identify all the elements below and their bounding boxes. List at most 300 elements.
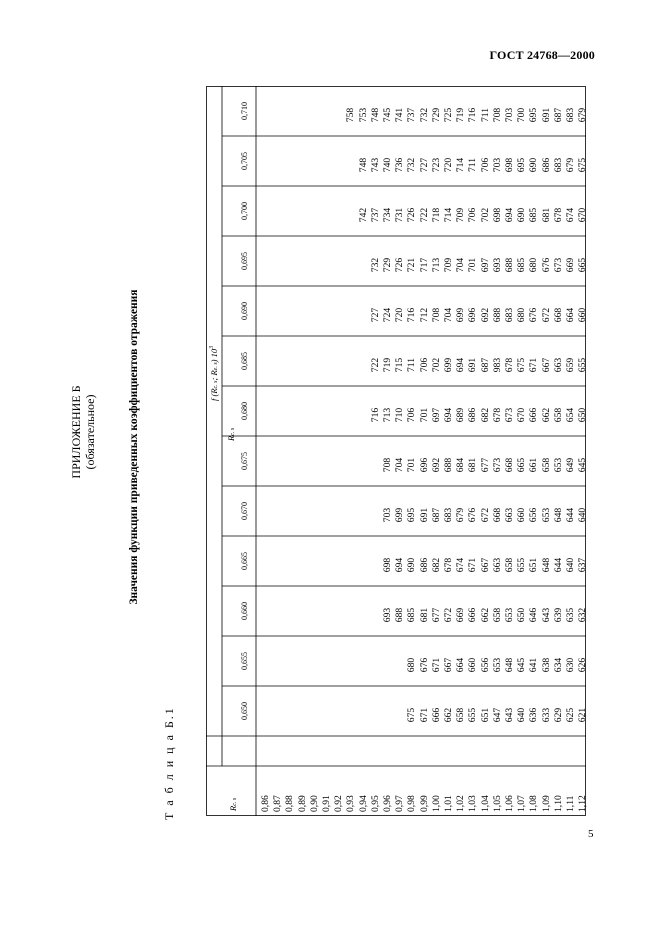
table-cell: 672 [479, 507, 491, 523]
table-cell: 653 [491, 657, 503, 673]
table-cell: 659 [565, 357, 577, 373]
table-cell: 703 [491, 157, 503, 173]
table-cell: 648 [552, 507, 564, 523]
group-header-exp: 3 [209, 345, 216, 349]
row-label: 0,99 [418, 795, 430, 812]
table-cell: 695 [516, 157, 528, 173]
table-cell: 701 [418, 407, 430, 423]
row-label: 1,05 [491, 795, 503, 812]
table-cell: 673 [491, 457, 503, 473]
table-cell: 645 [577, 457, 589, 473]
table-cell: 706 [406, 407, 418, 423]
table-cell: 699 [455, 307, 467, 323]
table-cell: 687 [552, 107, 564, 123]
table-cell: 658 [491, 607, 503, 623]
table-cell: 704 [394, 457, 406, 473]
table-cell: 681 [467, 457, 479, 473]
row-label: 1,03 [467, 795, 479, 812]
table-cell: 625 [565, 707, 577, 723]
table-cell: 640 [577, 507, 589, 523]
table-cell: 670 [516, 407, 528, 423]
table-cell: 734 [382, 207, 393, 223]
table-cell: 720 [443, 157, 455, 173]
sub-header-symbol: R [226, 435, 236, 441]
table-cell: 711 [467, 157, 479, 173]
table-cell: 732 [406, 157, 418, 173]
row-label: 1,09 [540, 795, 552, 812]
table-cell: 693 [382, 607, 393, 623]
table-cell: 983 [491, 357, 503, 373]
table-cell: 745 [382, 107, 393, 123]
table-cell: 663 [552, 357, 564, 373]
table-cell: 653 [504, 607, 516, 623]
table-cell: 708 [430, 307, 442, 323]
row-label: 0,88 [284, 795, 296, 812]
column-values [382, 544, 589, 586]
table-cell: 665 [516, 457, 528, 473]
table-cell: 680 [406, 657, 418, 673]
group-header [209, 346, 219, 401]
table-cell: 720 [394, 307, 406, 323]
table-cell: 703 [382, 507, 393, 523]
appendix-title: ПРИЛОЖЕНИЕ Б [69, 385, 83, 479]
table-cell: 758 [345, 107, 357, 123]
table-cell: 681 [418, 607, 430, 623]
table-cell: 691 [540, 107, 552, 123]
table-cell: 716 [406, 307, 418, 323]
table-cell: 683 [443, 507, 455, 523]
standard-header: ГОСТ 24768—2000 [489, 48, 595, 62]
table-cell: 664 [565, 307, 577, 323]
table-cell: 680 [528, 257, 540, 273]
table-cell: 703 [504, 107, 516, 123]
table-cell: 688 [443, 457, 455, 473]
sub-header [226, 428, 236, 441]
table-cell: 685 [528, 207, 540, 223]
table-cell: 721 [406, 257, 418, 273]
table-cell: 704 [455, 257, 467, 273]
table-cell: 722 [369, 357, 381, 373]
table-cell: 671 [418, 707, 430, 723]
table-cell: 710 [394, 407, 406, 423]
column-values [370, 294, 590, 336]
table-cell: 741 [394, 107, 406, 123]
table-cell: 667 [443, 657, 454, 673]
table-cell: 692 [430, 457, 442, 473]
table-cell: 699 [394, 507, 406, 523]
table-cell: 726 [394, 257, 406, 273]
table-cell: 651 [479, 707, 491, 723]
table-cell: 641 [528, 657, 540, 673]
table-cell: 727 [418, 157, 430, 173]
data-table [206, 86, 589, 816]
table-cell: 661 [528, 457, 540, 473]
table-cell: 696 [467, 307, 479, 323]
table-cell: 698 [504, 157, 516, 173]
row-header [228, 798, 238, 811]
table-cell: 706 [467, 207, 479, 223]
table-cell: 679 [577, 107, 589, 123]
table-cell: 677 [479, 457, 491, 473]
table-cell: 666 [528, 407, 540, 423]
table-cell: 704 [443, 307, 455, 323]
table-cell: 672 [443, 607, 455, 623]
table-cell: 663 [504, 507, 516, 523]
table-cell: 636 [528, 707, 540, 723]
table-cell: 742 [357, 207, 369, 223]
table-cell: 715 [394, 357, 406, 373]
row-label: 1,01 [443, 795, 455, 812]
table-cell: 712 [418, 307, 430, 323]
table-cell: 674 [455, 557, 467, 573]
table-cell: 688 [394, 607, 406, 623]
group-header-sep-sub: e. s [213, 362, 219, 371]
table-cell: 702 [479, 207, 491, 223]
table-cell: 681 [540, 207, 552, 223]
table-cell: 688 [504, 257, 516, 273]
table-cell: 676 [418, 657, 430, 673]
table-cell: 743 [369, 157, 381, 173]
table-cell: 633 [540, 707, 552, 723]
column-header: 0,690 [240, 302, 249, 320]
table-cell: 658 [455, 707, 467, 723]
table-cell: 723 [430, 157, 442, 173]
table-cell: 638 [540, 657, 552, 673]
table-cell: 648 [504, 657, 516, 673]
appendix-status: (обязательное) [82, 394, 97, 470]
row-label: 0,97 [394, 795, 406, 812]
table-cell: 684 [455, 457, 467, 473]
table-cell: 689 [455, 407, 467, 423]
table-cell: 691 [467, 357, 479, 373]
row-label: 1,04 [479, 795, 491, 812]
table-cell: 679 [455, 507, 467, 523]
table-title: Значения функции приведенных коэффициентов отражения [128, 289, 140, 605]
row-label: 0,91 [321, 795, 333, 812]
table-cell: 662 [479, 607, 491, 623]
table-cell: 671 [430, 657, 442, 673]
table-cell: 722 [418, 207, 430, 223]
table-cell: 717 [418, 257, 430, 273]
table-cell: 698 [491, 207, 503, 223]
row-label: 1,02 [455, 795, 467, 812]
table-cell: 709 [455, 207, 467, 223]
column-values [370, 344, 590, 386]
table-cell: 695 [406, 507, 418, 523]
table-cell: 694 [504, 207, 516, 223]
table-cell: 675 [406, 707, 418, 723]
column-values [358, 194, 590, 236]
table-cell: 683 [552, 157, 564, 173]
group-header-f: f (R [209, 388, 219, 401]
table-cell: 690 [528, 157, 540, 173]
table-cell: 701 [467, 257, 479, 273]
table-cell: 656 [479, 657, 491, 673]
table-cell: 683 [565, 107, 577, 123]
table-cell: 680 [516, 307, 528, 323]
column-header: 0,680 [240, 402, 249, 420]
table-cell: 699 [443, 357, 455, 373]
table-cell: 637 [577, 557, 589, 573]
column-values [406, 644, 589, 686]
column-header: 0,655 [240, 652, 249, 670]
table-cell: 675 [577, 157, 589, 173]
row-label: 0,95 [369, 795, 381, 812]
table-cell: 706 [418, 357, 430, 373]
table-cell: 725 [443, 107, 455, 123]
table-cell: 626 [577, 657, 589, 673]
row-label: 0,92 [333, 795, 345, 812]
table-cell: 678 [504, 357, 516, 373]
column-values [370, 394, 590, 436]
table-cell: 708 [491, 107, 503, 123]
column-header: 0,695 [240, 252, 249, 270]
row-label: 1,12 [577, 795, 589, 812]
column-header: 0,650 [240, 702, 249, 720]
column-header: 0,670 [240, 502, 249, 520]
table-cell: 653 [540, 507, 552, 523]
table-cell: 668 [491, 507, 503, 523]
table-cell: 654 [565, 407, 577, 423]
table-cell: 736 [394, 157, 406, 173]
row-label: 0,96 [382, 795, 394, 812]
table-cell: 649 [565, 457, 577, 473]
table-cell: 677 [430, 607, 442, 623]
table-cell: 643 [504, 707, 516, 723]
table-cell: 697 [430, 407, 442, 423]
table-cell: 729 [382, 257, 393, 273]
table-cell: 621 [577, 707, 589, 723]
column-header: 0,710 [240, 102, 249, 120]
table-cell: 660 [467, 657, 479, 673]
column-header: 0,700 [240, 202, 249, 220]
column-values [358, 144, 590, 186]
table-cell: 706 [479, 157, 491, 173]
row-label: 1,11 [565, 795, 577, 812]
table-cell: 662 [443, 707, 454, 723]
table-cell: 719 [382, 357, 393, 373]
column-values [382, 594, 589, 636]
table-cell: 748 [369, 107, 381, 123]
column-values [382, 444, 589, 486]
row-label: 0,93 [345, 795, 357, 812]
table-cell: 676 [528, 307, 540, 323]
table-cell: 694 [455, 357, 467, 373]
table-cell: 686 [467, 407, 479, 423]
table-cell: 644 [552, 557, 564, 573]
table-cell: 658 [552, 407, 564, 423]
table-cell: 687 [430, 507, 442, 523]
table-cell: 658 [504, 557, 516, 573]
table-cell: 639 [552, 607, 564, 623]
row-label: 1,06 [504, 795, 516, 812]
table-cell: 694 [394, 557, 406, 573]
row-labels [260, 795, 589, 812]
table-cell: 630 [565, 657, 577, 673]
table-cell: 647 [491, 707, 503, 723]
table-cell: 711 [406, 357, 418, 373]
table-cell: 713 [382, 407, 393, 423]
column-values [370, 244, 590, 286]
table-label: Т а б л и ц а Б.1 [162, 706, 176, 820]
page-number: 5 [588, 828, 594, 840]
table-cell: 682 [430, 557, 442, 573]
column-header: 0,675 [240, 452, 249, 470]
row-label: 0,87 [272, 795, 284, 812]
table-cell: 645 [516, 657, 528, 673]
table-cell: 683 [504, 307, 516, 323]
table-cell: 685 [516, 257, 528, 273]
table-cell: 640 [565, 557, 577, 573]
table-cell: 655 [467, 707, 479, 723]
table-cell: 676 [540, 257, 552, 273]
table-cell: 693 [491, 257, 503, 273]
row-header-sub: c. s [232, 797, 238, 806]
table-cell: 671 [528, 357, 540, 373]
table-cell: 668 [504, 457, 516, 473]
table-cell: 726 [406, 207, 418, 223]
row-label: 1,00 [430, 795, 442, 812]
column-header: 0,705 [240, 152, 249, 170]
table-cell: 753 [357, 107, 369, 123]
table-cell: 643 [540, 607, 552, 623]
table-cell: 737 [406, 107, 418, 123]
appendix-heading [70, 372, 98, 492]
column-values [406, 694, 589, 736]
table-cell: 644 [565, 507, 577, 523]
table-cell: 640 [516, 707, 528, 723]
table-cell: 696 [418, 457, 430, 473]
table-cell: 690 [516, 207, 528, 223]
table-cell: 678 [443, 557, 455, 573]
row-label: 0,94 [357, 795, 369, 812]
table-cell: 701 [406, 457, 418, 473]
group-header-sep: ; R [209, 370, 219, 381]
table-cell: 666 [430, 707, 442, 723]
table-cell: 634 [552, 657, 564, 673]
table-cell: 708 [382, 457, 393, 473]
table-cell: 713 [430, 257, 442, 273]
table-cell: 632 [577, 607, 589, 623]
table-cell: 658 [540, 457, 552, 473]
table-cell: 671 [467, 557, 479, 573]
table-cell: 698 [382, 557, 393, 573]
table-cell: 740 [382, 157, 393, 173]
table-cell: 685 [406, 607, 418, 623]
table-cell: 686 [540, 157, 552, 173]
table-cell: 714 [443, 207, 455, 223]
table-cell: 667 [540, 357, 552, 373]
table-cell: 656 [528, 507, 540, 523]
table-cell: 748 [357, 157, 369, 173]
table-cell: 655 [516, 557, 528, 573]
table-cell: 673 [504, 407, 516, 423]
table-cell: 664 [455, 657, 467, 673]
table-cell: 694 [443, 407, 455, 423]
table-cell: 724 [382, 307, 393, 323]
table-cell: 667 [479, 557, 491, 573]
table-cell: 672 [540, 307, 552, 323]
table-cell: 679 [565, 157, 577, 173]
group-header-tail: ) 10 [209, 348, 219, 363]
table-cell: 700 [516, 107, 528, 123]
table-cell: 716 [467, 107, 479, 123]
table-cell: 729 [430, 107, 442, 123]
table-cell: 727 [369, 307, 381, 323]
table-cell: 711 [479, 107, 491, 123]
row-label: 0,86 [260, 795, 271, 812]
row-label: 1,08 [528, 795, 540, 812]
table-cell: 635 [565, 607, 577, 623]
row-header-symbol: R [228, 805, 238, 811]
table-cell: 653 [552, 457, 564, 473]
table-cell: 716 [369, 407, 381, 423]
column-values [345, 94, 589, 136]
table-cell: 646 [528, 607, 540, 623]
table-cell: 732 [369, 257, 381, 273]
table-cell: 719 [455, 107, 467, 123]
table-cell: 695 [528, 107, 540, 123]
table-cell: 676 [467, 507, 479, 523]
table-cell: 669 [565, 257, 577, 273]
table-cell: 651 [528, 557, 540, 573]
column-values [382, 494, 589, 536]
column-header: 0,660 [240, 602, 249, 620]
table-cell: 714 [455, 157, 467, 173]
sub-header-sub: c. s [230, 427, 236, 436]
table-cell: 665 [577, 257, 589, 273]
table-cell: 731 [394, 207, 406, 223]
row-label: 1,07 [516, 795, 528, 812]
column-header: 0,685 [240, 352, 249, 370]
table-cell: 650 [516, 607, 528, 623]
table-cell: 691 [418, 507, 430, 523]
table-cell: 662 [540, 407, 552, 423]
table-cell: 678 [491, 407, 503, 423]
table-cell: 718 [430, 207, 442, 223]
table-cell: 674 [565, 207, 577, 223]
table-cell: 668 [552, 307, 564, 323]
row-label: 0,98 [406, 795, 418, 812]
table-cell: 648 [540, 557, 552, 573]
table-cell: 688 [491, 307, 503, 323]
column-header: 0,665 [240, 552, 249, 570]
table-cell: 732 [418, 107, 430, 123]
table-cell: 650 [577, 407, 589, 423]
table-cell: 686 [418, 557, 430, 573]
row-label: 0,90 [308, 795, 320, 812]
table-cell: 670 [577, 207, 589, 223]
table-cell: 702 [430, 357, 442, 373]
row-label: 0,89 [296, 795, 308, 812]
table-cell: 673 [552, 257, 564, 273]
table-cell: 655 [577, 357, 589, 373]
table-cell: 690 [406, 557, 418, 573]
table-cell: 709 [443, 257, 455, 273]
table-cell: 669 [455, 607, 467, 623]
table-cell: 682 [479, 407, 491, 423]
table-cell: 737 [369, 207, 381, 223]
table-cell: 660 [516, 507, 528, 523]
group-header-f-sub: c. s [213, 380, 219, 389]
table-cell: 678 [552, 207, 564, 223]
row-label: 1,10 [552, 795, 564, 812]
table-cell: 687 [479, 357, 491, 373]
table-cell: 692 [479, 307, 491, 323]
table-cell: 629 [552, 707, 564, 723]
table-cell: 675 [516, 357, 528, 373]
table-cell: 697 [479, 257, 491, 273]
